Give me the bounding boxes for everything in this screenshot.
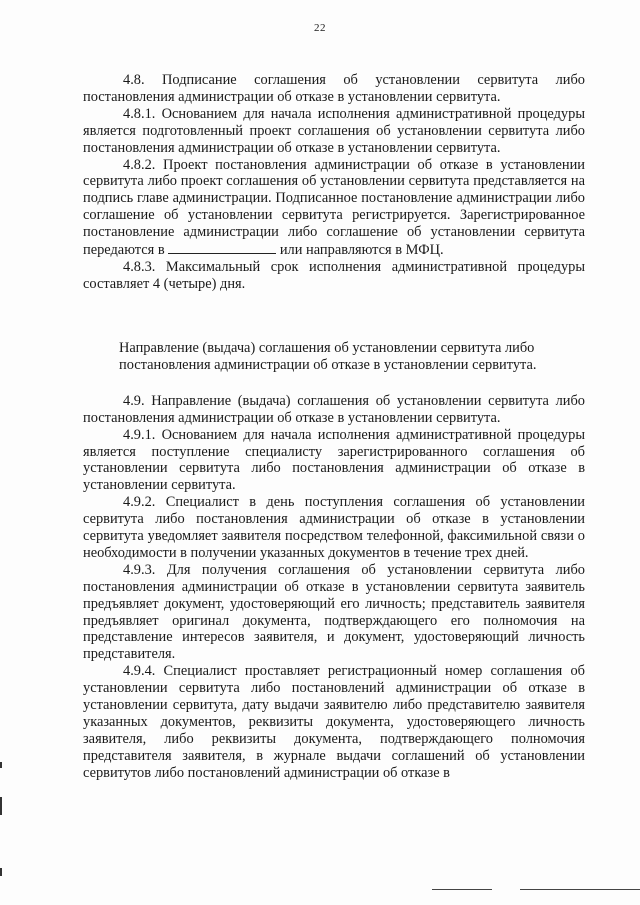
paragraph-4-9-1: 4.9.1. Основанием для начала исполнения административной процедуры является поступление специалисту зарегистрированного соглашения об установлении сервитута либо постановления администрации об отказе в установлении сервитута.: [83, 426, 585, 494]
scan-mark: [0, 762, 2, 768]
paragraph-4-8-2-text: 4.8.2. Проект постановления администрации об отказе в установлении сервитута либо проект соглашения об установлении сервитута представляется на подпись главе администрации. Подписанное постановление администрации либо соглашение об установлении сервитута регистрируется. Зарегистрированное постановление администрации либо соглашение об установлении сервитута передаются в: [83, 156, 585, 259]
blank-field: [168, 241, 276, 254]
paragraph-4-8-2-tail: или направляются в МФЦ.: [279, 242, 444, 259]
footer-line: [432, 889, 492, 890]
paragraph-4-8-1: 4.8.1. Основанием для начала исполнения административной процедуры является подготовленный проект соглашения об установлении сервитута либо постановления администрации об отказе в установлении сервитута.: [83, 105, 585, 156]
paragraph-4-8-3: 4.8.3. Максимальный срок исполнения административной процедуры составляет 4 (четыре) дня.: [83, 258, 585, 292]
page-number: 22: [314, 22, 326, 34]
heading-line-2: постановления администрации об отказе в установлении сервитута.: [119, 356, 537, 373]
heading-line-1: Направление (выдача) соглашения об установлении сервитута либо: [119, 339, 535, 356]
scan-mark: [0, 868, 2, 876]
paragraph-4-8-2: [83, 157, 585, 259]
paragraph-4-8: 4.8. Подписание соглашения об установлении сервитута либо постановления администрации об отказе в установлении сервитута.: [83, 72, 585, 105]
paragraph-4-9-4: 4.9.4. Специалист проставляет регистрационный номер соглашения об установлении сервитута либо постановлений администрации об отказе в установлении сервитута, дату выдачи заявителю либо представителю заявителя указанных документов, реквизиты документа, удостоверяющего личность заявителя, либо реквизиты документа, подтверждающего полномочия представителя заявителя, в журнале выдачи соглашений об установлении сервитутов либо постановлений администрации об отказе в: [83, 663, 585, 781]
footer-line: [520, 889, 640, 890]
scan-mark: [0, 797, 2, 815]
paragraph-4-9-2: 4.9.2. Специалист в день поступления соглашения об установлении сервитута либо постановления администрации об отказе в установлении сервитута уведомляет заявителя посредством телефонной, факсимильной связи о необходимости в получении указанных документов в течение трех дней.: [83, 494, 585, 561]
section-heading: [83, 340, 585, 374]
document-body: [83, 72, 585, 782]
paragraph-4-9-3: 4.9.3. Для получения соглашения об установлении сервитута либо постановления администрации об отказе в установлении сервитута заявитель предъявляет документ, удостоверяющий его личность; представитель заявителя предъявляет оригинал документа, подтверждающего его полномочия на представление интересов заявителя, и документ, удостоверяющий личность представителя.: [83, 561, 585, 663]
paragraph-4-9: 4.9. Направление (выдача) соглашения об установлении сервитута либо постановления администрации об отказе в установлении сервитута.: [83, 392, 585, 426]
